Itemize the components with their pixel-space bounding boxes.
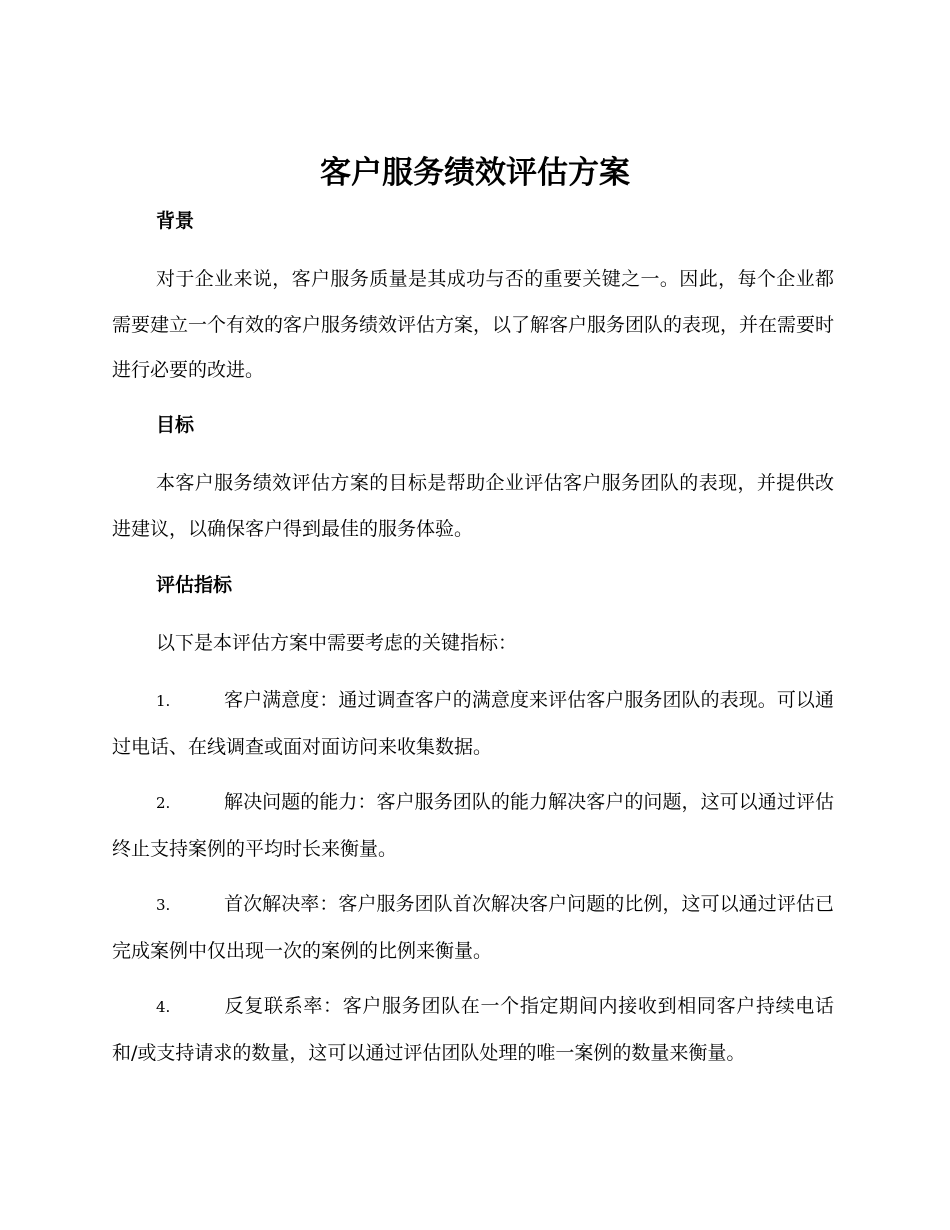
metric-item-problem-solving	[112, 780, 834, 872]
paragraph-background: 对于企业来说，客户服务质量是其成功与否的重要关键之一。因此，每个企业都需要建立一个有效的客户服务绩效评估方案，以了解客户服务团队的表现，并在需要时进行必要的改进。	[112, 268, 835, 381]
list-number: 1.	[156, 692, 171, 710]
section-heading-goal: 目标	[156, 414, 195, 436]
metric-text: 反复联系率：客户服务团队在一个指定期间内接收到相同客户持续电话和/或支持请求的数量，这可以通过评估团队处理的唯一案例的数量来衡量。	[112, 995, 834, 1064]
paragraph-metrics-intro: 以下是本评估方案中需要考虑的关键指标：	[156, 632, 518, 654]
document-title: 客户服务绩效评估方案	[320, 155, 630, 191]
section-heading-background: 背景	[156, 210, 195, 232]
list-number: 2.	[156, 794, 171, 812]
metric-text: 解决问题的能力：客户服务团队的能力解决客户的问题，这可以通过评估终止支持案例的平均时长来衡量。	[112, 791, 834, 860]
metric-text: 客户满意度：通过调查客户的满意度来评估客户服务团队的表现。可以通过电话、在线调查或面对面访问来收集数据。	[112, 689, 834, 758]
metric-item-satisfaction	[112, 678, 834, 770]
list-number: 3.	[156, 896, 171, 914]
metric-text: 首次解决率：客户服务团队首次解决客户问题的比例，这可以通过评估已完成案例中仅出现一次的案例的比例来衡量。	[112, 893, 834, 962]
metric-item-first-resolution	[112, 882, 834, 974]
list-number: 4.	[156, 998, 171, 1016]
paragraph-goal: 本客户服务绩效评估方案的目标是帮助企业评估客户服务团队的表现，并提供改进建议，以确保客户得到最佳的服务体验。	[112, 472, 834, 540]
section-heading-metrics: 评估指标	[156, 574, 233, 596]
metric-item-repeat-contact	[112, 984, 834, 1076]
